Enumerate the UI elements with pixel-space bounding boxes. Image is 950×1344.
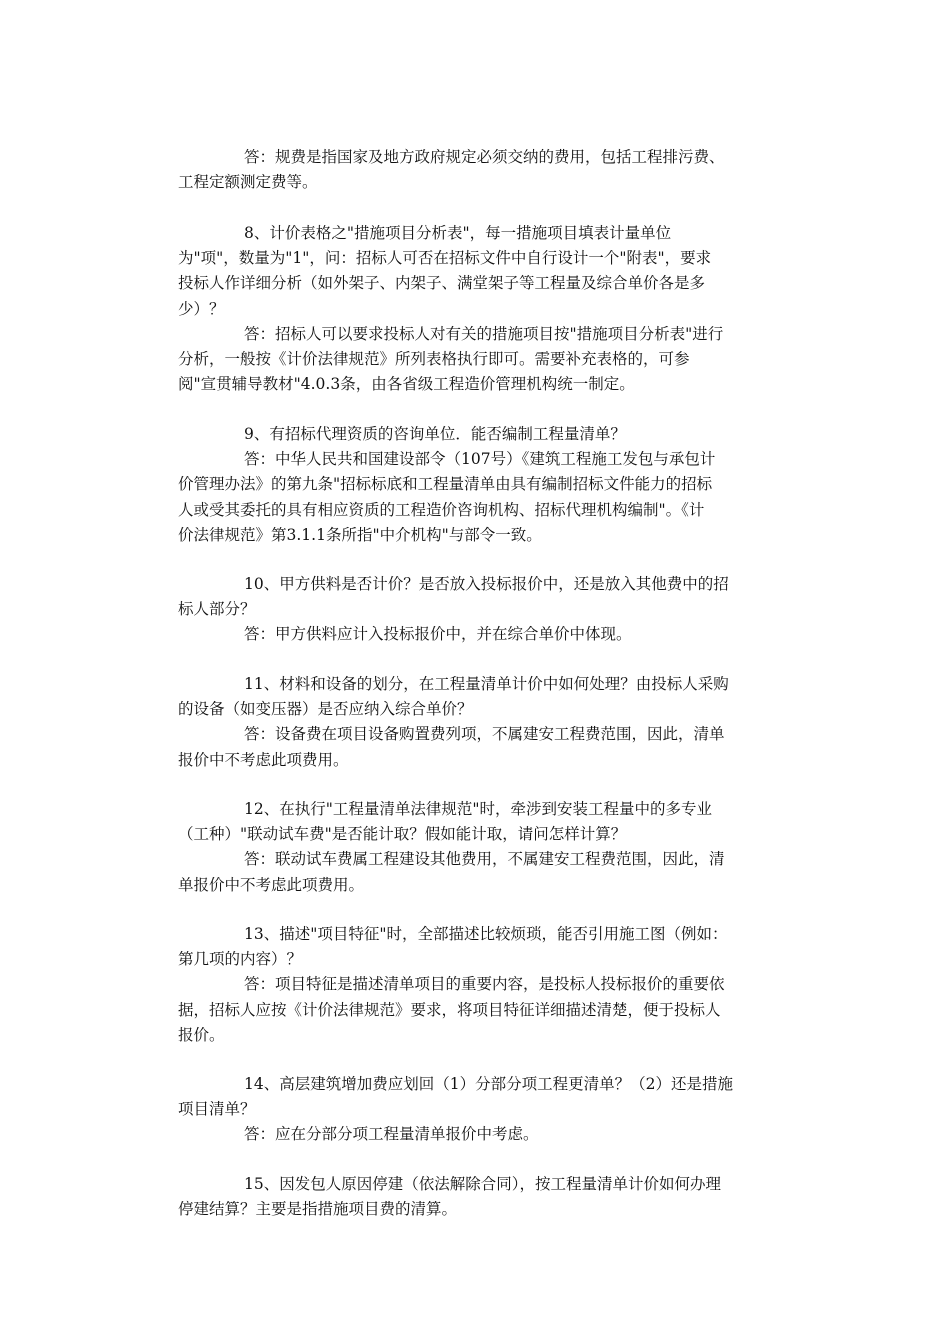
text-line: 9、有招标代理资质的咨询单位．能否编制工程量清单？ bbox=[244, 425, 626, 443]
text-line: 12、在执行"工程量清单法律规范"时，牵涉到安装工程量中的多专业 bbox=[244, 800, 712, 818]
text-line: 工程定额测定费等。 bbox=[178, 173, 318, 192]
text-line: 报价中不考虑此项费用。 bbox=[178, 750, 349, 769]
text-line: 报价。 bbox=[178, 1025, 225, 1044]
text-line: 的设备（如变压器）是否应纳入综合单价？ bbox=[178, 700, 473, 719]
text-line: 价法律规范》第3.1.1条所指"中介机构"与部令一致。 bbox=[178, 525, 542, 544]
text-line: 分析，一般按《计价法律规范》所列表格执行即可。需要补充表格的，可参 bbox=[178, 350, 690, 368]
text-line: 答：招标人可以要求投标人对有关的措施项目按"措施项目分析表"进行 bbox=[244, 324, 724, 343]
text-line: 停建结算？主要是指措施项目费的清算。 bbox=[178, 1200, 458, 1219]
text-line: 为"项"，数量为"1"，问：招标人可否在招标文件中自行设计一个"附表"，要求 bbox=[178, 249, 712, 268]
text-line: 项目清单？ bbox=[178, 1100, 256, 1119]
text-line: 据，招标人应按《计价法律规范》要求，将项目特征详细描述清楚，便于投标人 bbox=[178, 1000, 721, 1019]
text-line: 答：中华人民共和国建设部令（107号）《建筑工程施工发包与承包计 bbox=[244, 450, 716, 469]
text-line: 答：项目特征是描述清单项目的重要内容，是投标人投标报价的重要依 bbox=[244, 975, 725, 994]
text-line: 答：设备费在项目设备购置费列项，不属建安工程费范围，因此，清单 bbox=[244, 725, 725, 744]
text-line: 单报价中不考虑此项费用。 bbox=[178, 875, 365, 894]
text-line: 投标人作详细分析（如外架子、内架子、满堂架子等工程量及综合单价各是多 bbox=[178, 274, 706, 293]
text-line: 价管理办法》的第九条"招标标底和工程量清单由具有编制招标文件能力的招标 bbox=[178, 475, 713, 494]
text-line: 15、因发包人原因停建（依法解除合同），按工程量清单计价如何办理 bbox=[244, 1175, 721, 1193]
text-line: 13、描述"项目特征"时，全部描述比较烦琐，能否引用施工图（例如： bbox=[244, 925, 728, 943]
text-line: 人或受其委托的具有相应资质的工程造价咨询机构、招标代理机构编制"。《计 bbox=[178, 500, 705, 519]
text-line: （工种）"联动试车费"是否能计取？假如能计取，请问怎样计算？ bbox=[178, 825, 627, 844]
text-line: 10、甲方供料是否计价？是否放入投标报价中，还是放入其他费中的招 bbox=[244, 575, 729, 593]
text-line: 答：规费是指国家及地方政府规定必须交纳的费用，包括工程排污费、 bbox=[244, 148, 725, 166]
text-line: 阅"宣贯辅导教材"4.0.3条，由各省级工程造价管理机构统一制定。 bbox=[178, 375, 635, 394]
text-line: 少）？ bbox=[178, 299, 225, 318]
text-line: 14、高层建筑增加费应划回（1）分部分项工程更清单？（2）还是措施 bbox=[244, 1075, 733, 1093]
text-line: 11、材料和设备的划分，在工程量清单计价中如何处理？由投标人采购 bbox=[244, 675, 729, 693]
text-line: 第几项的内容）？ bbox=[178, 950, 303, 969]
text-line: 答：甲方供料应计入投标报价中，并在综合单价中体现。 bbox=[244, 625, 632, 644]
text-line: 8、计价表格之"措施项目分析表"，每一措施项目填表计量单位 bbox=[244, 224, 672, 242]
text-line: 标人部分？ bbox=[178, 600, 256, 619]
text-line: 答：联动试车费属工程建设其他费用，不属建安工程费范围，因此，清 bbox=[244, 850, 725, 869]
text-line: 答：应在分部分项工程量清单报价中考虑。 bbox=[244, 1125, 539, 1144]
